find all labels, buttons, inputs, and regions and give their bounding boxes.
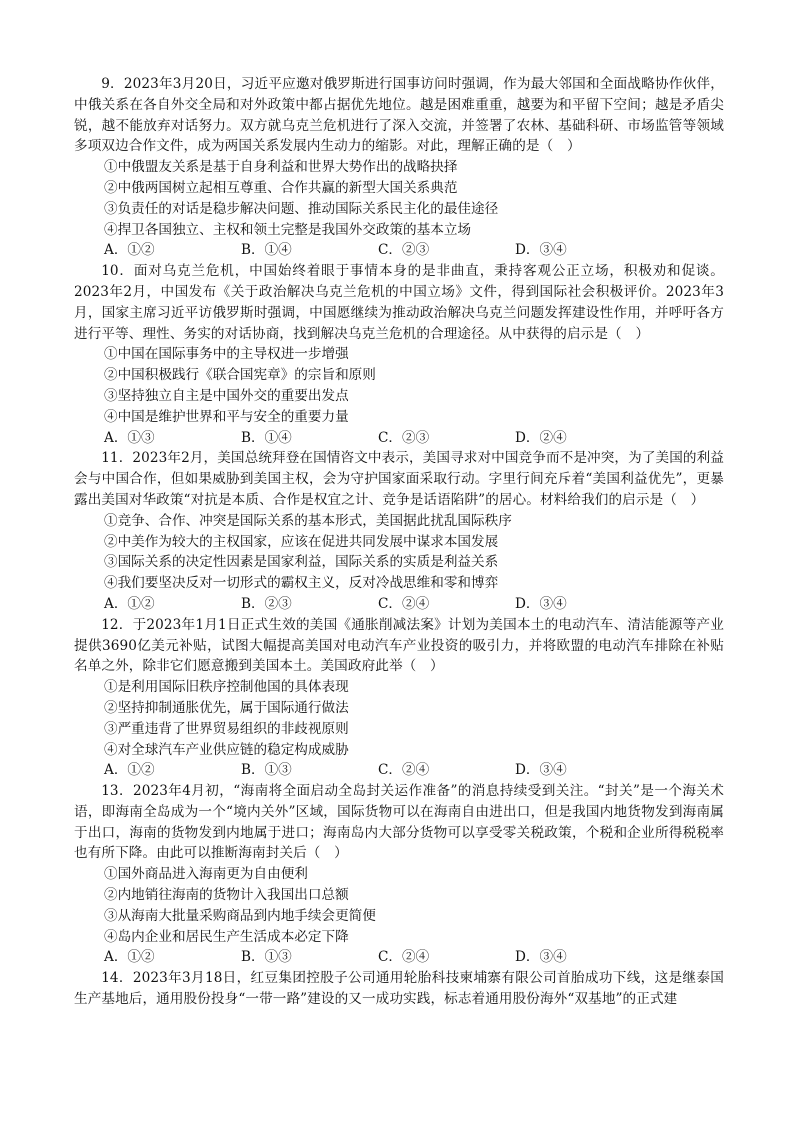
option-3: ③坚持独立自主是中国外交的重要出发点 — [104, 387, 349, 404]
option-4: ④中国是维护世界和平与安全的重要力量 — [104, 408, 349, 425]
choice-b: B．①④ — [241, 242, 292, 259]
option-3: ③严重违背了世界贸易组织的非歧视原则 — [104, 720, 349, 737]
option-1: ①竞争、合作、冲突是国际关系的基本形式，美国据此扰乱国际秩序 — [104, 512, 512, 529]
choice-c: C．②④ — [378, 762, 430, 779]
choice-b: B．②③ — [241, 595, 292, 612]
option-2: ②中俄两国树立起相互尊重、合作共赢的新型大国关系典范 — [104, 179, 458, 196]
question-14 — [74, 968, 724, 1010]
choice-a: A．①② — [104, 949, 155, 966]
option-1: ①国外商品进入海南更为自由便利 — [104, 866, 308, 883]
question-9 — [74, 74, 724, 261]
question-stem: 12．于2023年1月1日正式生效的美国《通胀削减法案》计划为美国本土的电动汽车、清洁能源等产业提供3690亿美元补贴，试图大幅提高美国对电动汽车产业投资的吸引力，并将欧盟的电动汽车排除在补贴名单之外，除非它们愿意搬到美国本土。美国政府此举（ ） — [74, 616, 724, 675]
question-stem: 9．2023年3月20日，习近平应邀对俄罗斯进行国事访问时强调，作为最大邻国和全面战略协作伙伴，中俄关系在各自外交全局和对外政策中都占据优先地位。越是困难重重，越要为和平留下空间；越是矛盾尖锐，越不能放弃对话努力。双方就乌克兰危机进行了深入交流，并签署了农林、基础科研、市场监管等领域多项双边合作文件，成为两国关系发展内生动力的缩影。对此，理解正确的是（ ） — [74, 76, 724, 155]
choice-d: D．③④ — [515, 949, 567, 966]
choice-d: D．③④ — [515, 242, 567, 259]
choice-c: C．②④ — [378, 949, 430, 966]
choice-c: C．②③ — [378, 242, 430, 259]
question-stem: 13．2023年4月初，“海南将全面启动全岛封关运作准备”的消息持续受到关注。“封关”是一个海关术语，即海南全岛成为一个“境内关外”区域，国际货物可以在海南自由进出口，但是我国内地货物发到海南属于出口，海南的货物发到内地属于进口；海南岛内大部分货物可以享受零关税政策，个税和企业所得税税率也有所下降。由此可以推断海南封关后（ ） — [74, 783, 724, 862]
option-2: ②坚持抑制通胀优先，属于国际通行做法 — [104, 699, 349, 716]
answer-choices — [74, 947, 724, 968]
exam-page — [74, 74, 724, 1010]
choice-b: B．①④ — [241, 429, 292, 446]
option-4: ④捍卫各国独立、主权和领土完整是我国外交政策的基本立场 — [104, 221, 472, 238]
option-4: ④岛内企业和居民生产生活成本必定下降 — [104, 928, 349, 945]
option-3: ③负责任的对话是稳步解决问题、推动国际关系民主化的最佳途径 — [104, 200, 499, 217]
option-1: ①中国在国际事务中的主导权进一步增强 — [104, 346, 349, 363]
choice-a: A．①② — [104, 762, 155, 779]
question-10 — [74, 261, 724, 448]
choice-d: D．③④ — [515, 595, 567, 612]
answer-choices — [74, 240, 724, 261]
question-13 — [74, 781, 724, 968]
choice-c: C．②④ — [378, 595, 430, 612]
option-4: ④对全球汽车产业供应链的稳定构成威胁 — [104, 741, 349, 758]
choice-d: D．③④ — [515, 762, 567, 779]
choice-d: D．②④ — [515, 429, 567, 446]
option-3: ③国际关系的决定性因素是国家利益，国际关系的实质是利益关系 — [104, 554, 499, 571]
choice-a: A．①② — [104, 595, 155, 612]
choice-b: B．①③ — [241, 762, 292, 779]
option-3: ③从海南大批量采购商品到内地手续会更简便 — [104, 907, 376, 924]
option-2: ②内地销往海南的货物计入我国出口总额 — [104, 887, 349, 904]
choice-b: B．①③ — [241, 949, 292, 966]
answer-choices — [74, 428, 724, 449]
question-12 — [74, 615, 724, 781]
choice-c: C．②③ — [378, 429, 430, 446]
answer-choices — [74, 594, 724, 615]
choice-a: A．①② — [104, 242, 155, 259]
question-stem: 10．面对乌克兰危机，中国始终着眼于事情本身的是非曲直，秉持客观公正立场，积极劝和促谈。2023年2月，中国发布《关于政治解决乌克兰危机的中国立场》文件，得到国际社会积极评价。2023年3月，国家主席习近平访俄罗斯时强调，中国愿继续为推动政治解决乌克兰问题发挥建设性作用，并呼吁各方进行平等、理性、务实的对话协商，找到解决乌克兰危机的合理途径。从中获得的启示是（ ） — [74, 263, 724, 342]
option-4: ④我们要坚决反对一切形式的霸权主义，反对冷战思维和零和博弈 — [104, 575, 499, 592]
choice-a: A．①③ — [104, 429, 155, 446]
answer-choices — [74, 760, 724, 781]
question-11 — [74, 448, 724, 614]
option-2: ②中国积极践行《联合国宪章》的宗旨和原则 — [104, 367, 376, 384]
option-2: ②中美作为较大的主权国家，应该在促进共同发展中谋求本国发展 — [104, 533, 499, 550]
question-stem: 11．2023年2月，美国总统拜登在国情咨文中表示，美国寻求对中国竞争而不是冲突，为了美国的利益会与中国合作，但如果威胁到美国主权，会为守护国家面采取行动。字里行间充斥着“美国利益优先”，更暴露出美国对华政策“对抗是本质、合作是权宜之计、竞争是话语陷阱”的居心。材料给我们的启示是（ ） — [74, 450, 724, 508]
option-1: ①中俄盟友关系是基于自身利益和世界大势作出的战略抉择 — [104, 159, 458, 176]
option-1: ①是利用国际旧秩序控制他国的具体表现 — [104, 679, 349, 696]
question-stem: 14．2023年3月18日，红豆集团控股子公司通用轮胎科技柬埔寨有限公司首胎成功下线，这是继泰国生产基地后，通用股份投身“一带一路”建设的又一成功实践，标志着通用股份海外“双基地”的正式建 — [74, 970, 724, 1008]
